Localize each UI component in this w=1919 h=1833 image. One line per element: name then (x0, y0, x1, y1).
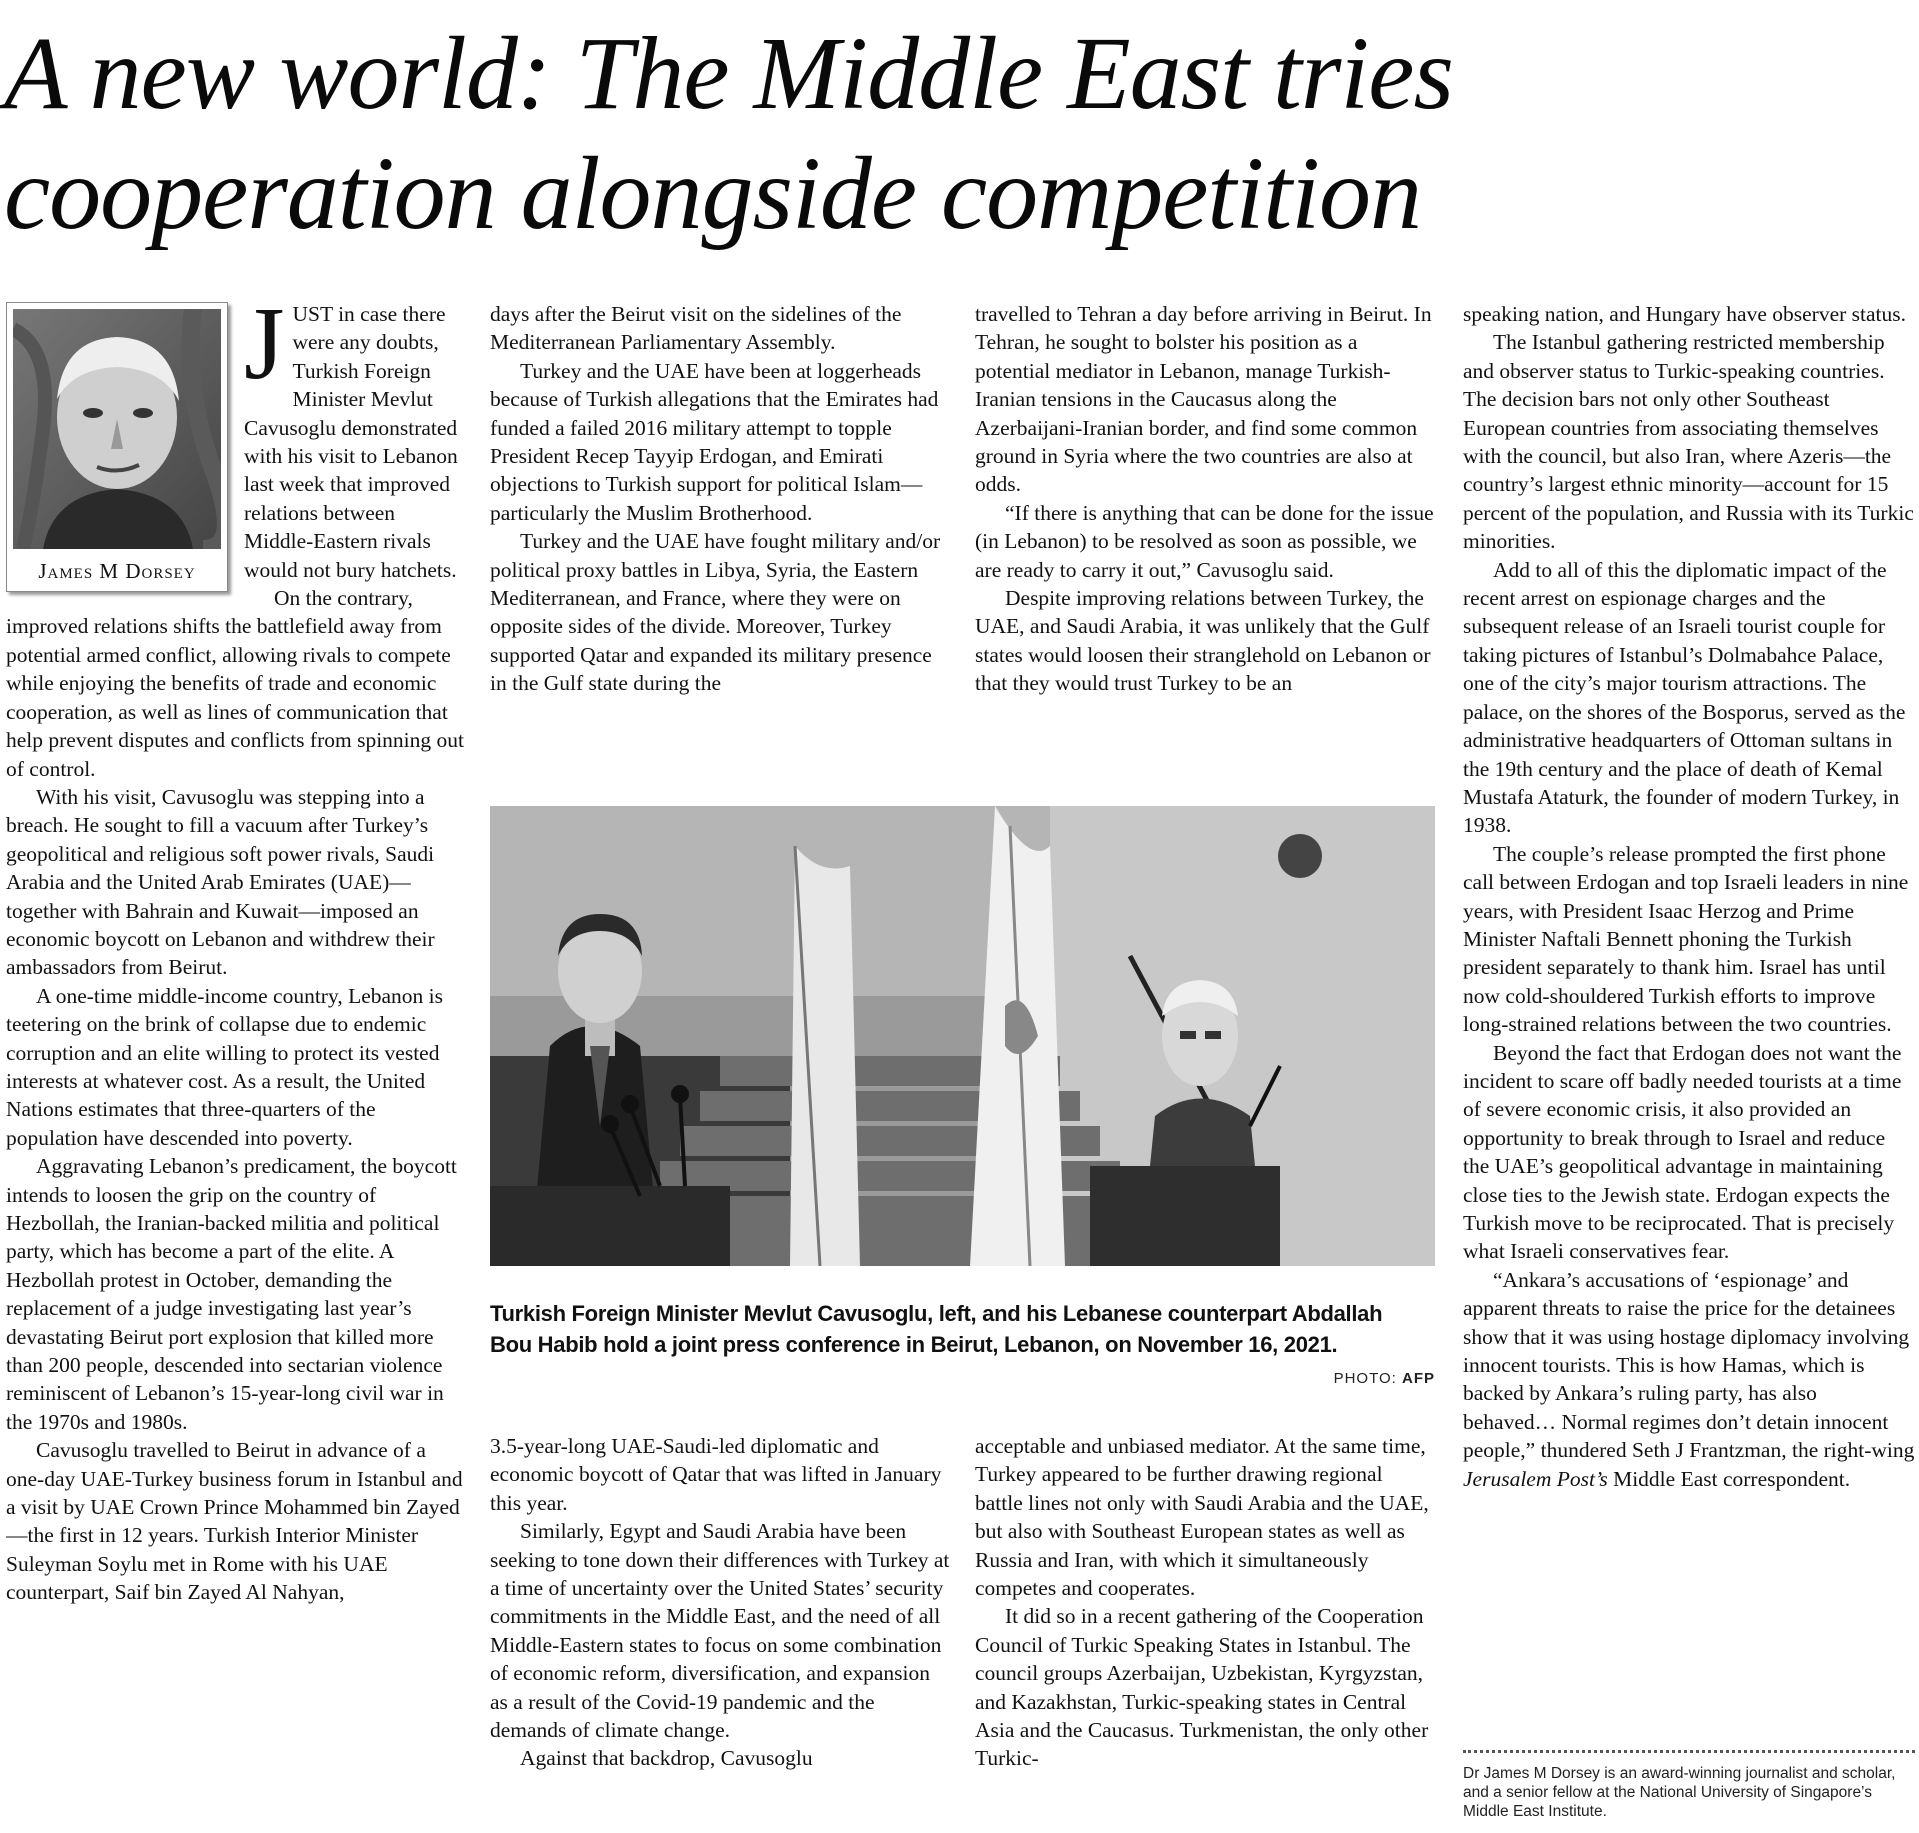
photo-credit-source: AFP (1402, 1370, 1435, 1387)
photo-illustration (490, 806, 1435, 1266)
photo-credit (1300, 1370, 1435, 1387)
paragraph: Similarly, Egypt and Saudi Arabia have been seeking to tone down their differences with Turkey at a time of uncertainty over the United States’ security commitments in the Middle East, and the need of all Middle-Eastern states to focus on some combination of economic reform, diversification, and expansion as a result of the Covid-19 pandemic and the demands of climate change. (490, 1519, 950, 1743)
column-2-top (490, 300, 950, 780)
paragraph: acceptable and unbiased mediator. At the same time, Turkey appeared to be further drawing regional battle lines not only with Saudi Arabia and the UAE, but also with Southeast European states as well as Russia and Iran, with which it simultaneously competes and cooperates. (975, 1434, 1429, 1601)
author-bio: Dr James M Dorsey is an award-winning journalist and scholar, and a senior fellow at the National University of Singapore’s Middle East Institute. (1463, 1765, 1896, 1820)
column-4 (1463, 300, 1915, 1740)
paragraph: Turkey and the UAE have been at loggerheads because of Turkish allegations that the Emirates had funded a failed 2016 military attempt to topple President Recep Tayyip Erdogan, and Emirati objections to Turkish support for political Islam—particularly the Muslim Brotherhood. (490, 358, 939, 525)
paragraph: Against that backdrop, Cavusoglu (520, 1746, 813, 1771)
paragraph: UST in case there were any doubts, Turkish Foreign Minister Mevlut Cavusoglu demonstrated with his visit to Lebanon last week that improved relations between Middle-Eastern rivals would not bury hatchets. (244, 302, 458, 582)
quote-text-end: Middle East correspondent. (1607, 1466, 1851, 1491)
author-photo (13, 309, 221, 549)
paragraph: 3.5-year-long UAE-Saudi-led diplomatic and economic boycott of Qatar that was lifted in January this year. (490, 1434, 942, 1515)
quote-text: “Ankara’s accusations of ‘espionage’ and apparent threats to raise the price for the detainees show that it was using hostage diplomacy involving innocent tourists. This is how Hamas, which is backed by Ankara’s ruling party, has also behaved… Normal regimes don’t detain innocent people,” thundered Seth J Frantzman, the right-wing (1463, 1267, 1915, 1463)
paragraph: Aggravating Lebanon’s predicament, the boycott intends to loosen the grip on the country of Hezbollah, the Iranian-backed militia and political party, which has become a part of the elite. A Hezbollah protest in October, demanding the replacement of a judge investigating last year’s devastating Beirut port explosion that killed more than 200 people, descended into sectarian violence reminiscent of Lebanon’s 15-year-long civil war in the 1970s and 1980s. (6, 1154, 457, 1434)
press-conference-photo (490, 806, 1435, 1266)
paragraph: It did so in a recent gathering of the Cooperation Council of Turkic Speaking States in Istanbul. The council groups Azerbaijan, Uzbekistan, Kyrgyzstan, and Kazakhstan, Turkic-speaking states in Central Asia and the Caucasus. Turkmenistan, the only other Turkic- (975, 1604, 1429, 1771)
publication-name: Jerusalem Post’s (1463, 1466, 1608, 1491)
paragraph: Add to all of this the diplomatic impact of the recent arrest on espionage charges and the subsequent release of an Israeli tourist couple for taking pictures of Istanbul’s Dolmabahce Palace, one of the city’s major tourism attractions. The palace, on the shores of the Bosporus, served as the administrative headquarters of Ottoman sultans in the 19th century and the place of death of Kemal Mustafa Ataturk, the founder of modern Turkey, in 1938. (1463, 557, 1906, 838)
bio-divider (1463, 1750, 1915, 1753)
paragraph: “If there is anything that can be done for the issue (in Lebanon) to be resolved as soon as possible, we are ready to carry it out,” Cavusoglu said. (975, 500, 1434, 582)
paragraph: Cavusoglu travelled to Beirut in advance of a one-day UAE-Turkey business forum in Istanbul and a visit by UAE Crown Prince Mohammed bin Zayed—the first in 12 years. Turkish Interior Minister Suleyman Soylu met in Rome with his UAE counterpart, Saif bin Zayed Al Nahyan, (6, 1438, 463, 1605)
paragraph: Despite improving relations between Turkey, the UAE, and Saudi Arabia, it was unlikely that the Gulf states would loosen their stranglehold on Lebanon or that they would trust Turkey to be an (975, 586, 1431, 696)
paragraph: travelled to Tehran a day before arriving in Beirut. In Tehran, he sought to bolster his position as a potential mediator in Lebanon, manage Turkish-Iranian tensions in the Caucasus along the Azerbaijani-Iranian border, and find some common ground in Syria where the two countries are also at odds. (975, 302, 1432, 497)
author-box (6, 302, 228, 592)
quote-paragraph (1463, 1266, 1915, 1493)
photo-caption: Turkish Foreign Minister Mevlut Cavusoglu, left, and his Lebanese counterpart Abdallah Bou Habib hold a joint press conference in Beirut, Lebanon, on November 16, 2021. (490, 1301, 1383, 1357)
author-name: James M Dorsey (38, 559, 196, 583)
headline: A new world: The Middle East tries cooperation alongside competition (4, 16, 1453, 251)
paragraph: speaking nation, and Hungary have observer status. (1463, 302, 1907, 326)
paragraph: A one-time middle-income country, Lebanon is teetering on the brink of collapse due to endemic corruption and an elite willing to protect its vested interests at whatever cost. As a result, the United Nations estimates that three-quarters of the population have descended into poverty. (6, 983, 443, 1150)
paragraph: days after the Beirut visit on the sidelines of the Mediterranean Parliamentary Assembly. (490, 302, 902, 355)
paragraph: With his visit, Cavusoglu was stepping into a breach. He sought to fill a vacuum after Turkey’s geopolitical and religious soft power rivals, Saudi Arabia and the United Arab Emirates (UAE)—together with Bahrain and Kuwait—imposed an economic boycott on Lebanon and withdrew their ambassadors from Beirut. (6, 784, 435, 980)
column-2-bottom (490, 1432, 950, 1827)
paragraph: Turkey and the UAE have fought military and/or political proxy battles in Libya, Syria, the Eastern Mediterranean, and France, where they were on opposite sides of the divide. Moreover, Turkey supported Qatar and expanded its military presence in the Gulf state during the (490, 529, 941, 696)
column-3-top (975, 300, 1435, 780)
paragraph: The Istanbul gathering restricted membership and observer status to Turkic-speaking countries. The decision bars not only other Southeast European countries from associating themselves with the council, but also Iran, where Azeris—the country’s largest ethnic minority—account for 15 percent of the population, and Russia with its Turkic minorities. (1463, 330, 1914, 554)
photo-credit-label: PHOTO: (1333, 1370, 1397, 1387)
paragraph: On the contrary, improved relations shifts the battlefield away from potential armed conflict, allowing rivals to compete while enjoying the benefits of trade and economic cooperation, as well as lines of communication that help prevent disputes and conflicts from spinning out of control. (6, 586, 464, 781)
drop-cap: J (244, 300, 285, 401)
column-1 (6, 300, 464, 1820)
paragraph: The couple’s release prompted the first phone call between Erdogan and top Israeli leaders in nine years, with President Isaac Herzog and Prime Minister Naftali Bennett phoning the Turkish president separately to thank him. Israel has until now cold-shouldered Turkish efforts to improve long-strained relations between the two countries. (1463, 841, 1909, 1037)
paragraph: Beyond the fact that Erdogan does not want the incident to scare off badly needed tourists at a time of severe economic crisis, it also provided an opportunity to break through to Israel and reduce the UAE’s geopolitical advantage in maintaining close ties to the Jewish state. Erdogan expects the Turkish move to be reciprocated. That is precisely what Israeli conservatives fear. (1463, 1040, 1902, 1264)
column-3-bottom (975, 1432, 1435, 1827)
